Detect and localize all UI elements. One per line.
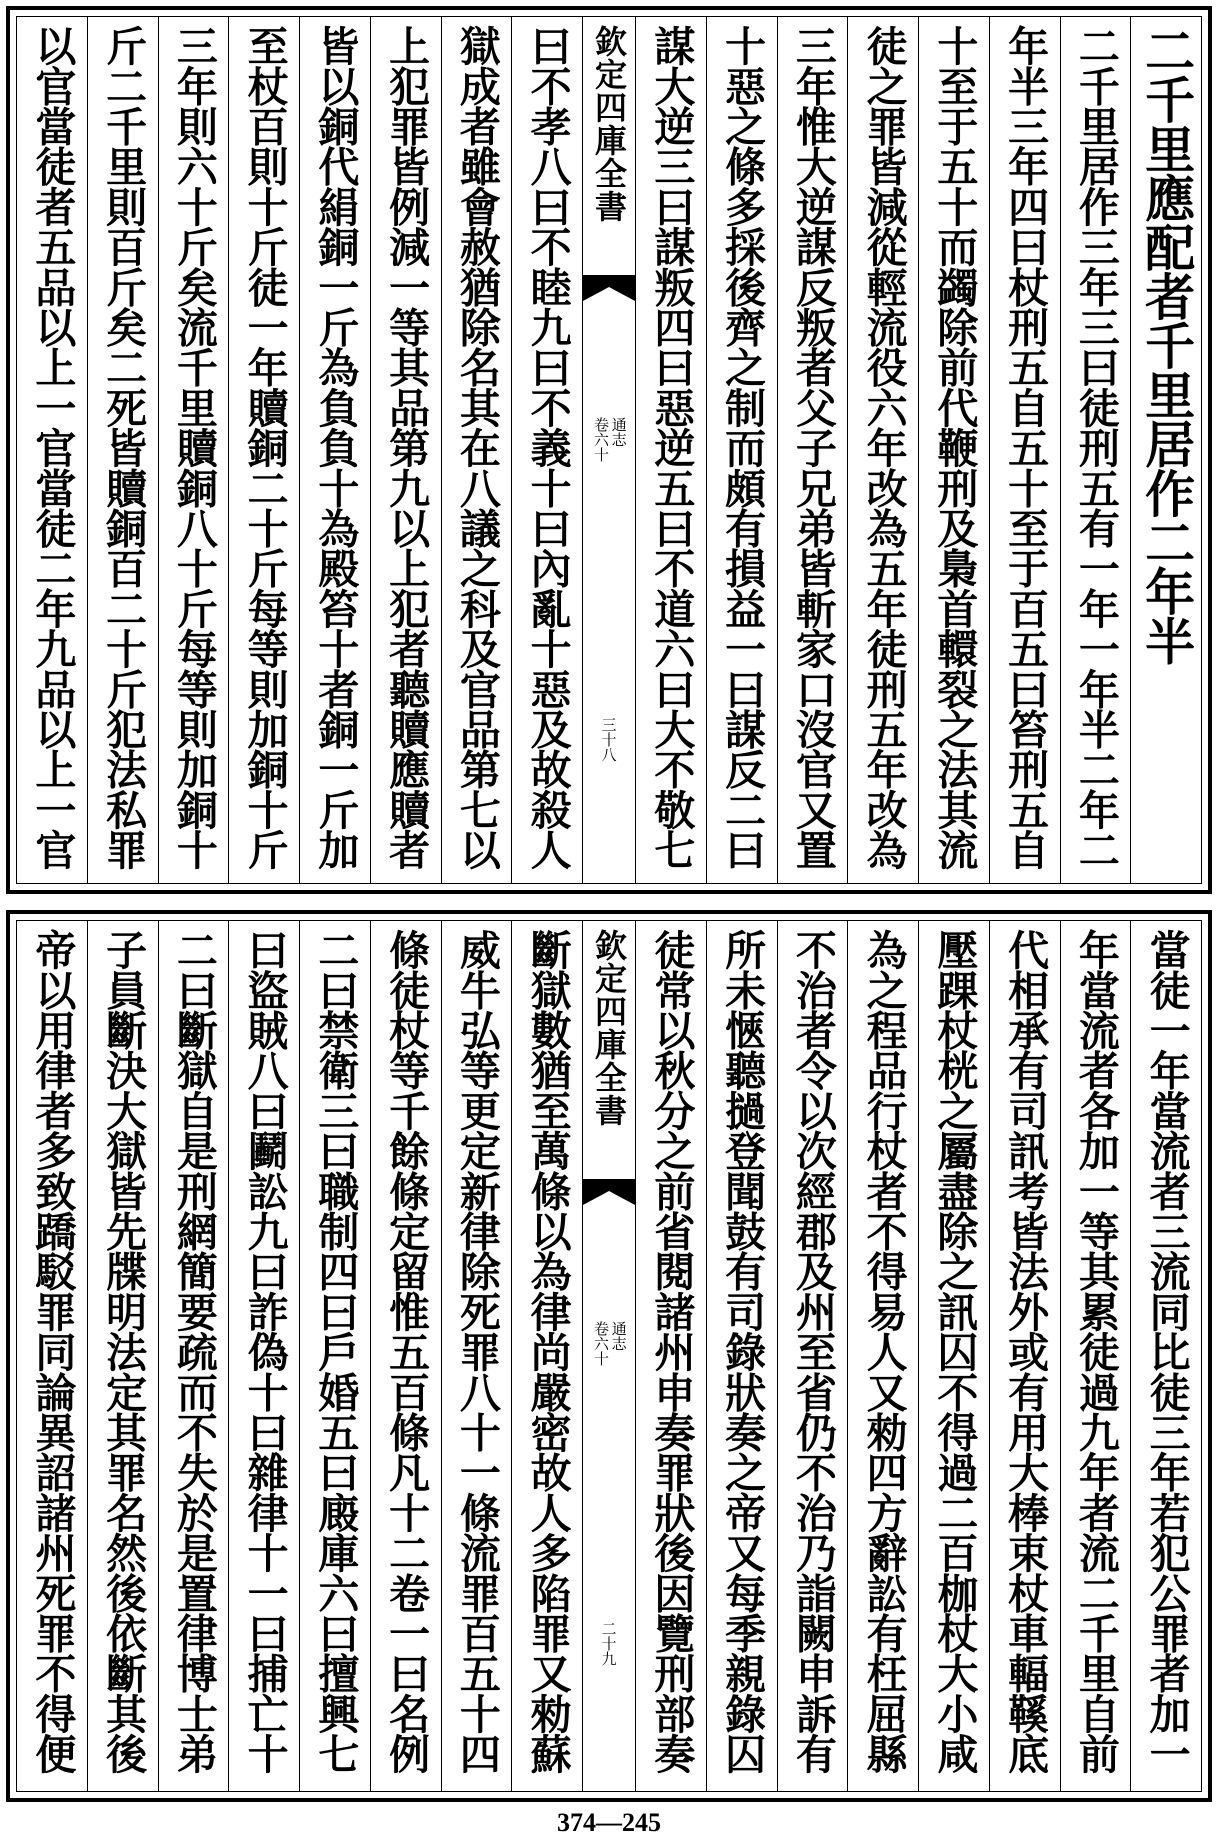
- folio-number: 三十八: [599, 717, 618, 762]
- column-text: 二千里居作三年三曰徒刑五有一年一年半二年二: [1071, 25, 1120, 870]
- column-text: 條徒杖等千餘條定留惟五百條凡十二卷一曰名例: [382, 929, 431, 1774]
- column-text: 壓踝杖桄之屬盡除之訊囚不得過二百枷杖大小咸: [930, 929, 979, 1774]
- column-text: 為之程品行杖者不得易人又勑四方辭訟有枉屈縣: [859, 929, 908, 1774]
- text-column: [635, 921, 706, 1791]
- book-title: 欽定四庫全書: [590, 25, 628, 223]
- text-column: [1130, 921, 1201, 1791]
- text-column: [847, 17, 918, 883]
- text-column: [228, 17, 299, 883]
- text-column: [1060, 17, 1131, 883]
- column-text: 斤二千里則百斤矣二死皆贖銅百二十斤犯法私罪: [99, 25, 148, 870]
- column-text: 曰盜賊八曰鬬訟九曰詐偽十曰雜律十一曰捕亡十: [240, 929, 289, 1774]
- column-text: 帝以用律者多致蹻駁罪同論異詔諸州死罪不得便: [28, 929, 77, 1774]
- column-text: 至杖百則十斤徒一年贖銅二十斤每等則加銅十斤: [240, 25, 289, 870]
- column-text: 三年惟大逆謀反叛者父子兄弟皆斬家口沒官又置: [788, 25, 837, 870]
- volume-name: 通志: [609, 417, 628, 447]
- column-text: 代相承有司訊考皆法外或有用大棒束杖車輻鞵底: [1001, 929, 1050, 1774]
- column-text: 年當流者各加一等其累徒過九年者流二千里自前: [1071, 929, 1120, 1774]
- column-text: 二曰斷獄自是刑網簡要疏而不失於是置律博士弟: [169, 929, 218, 1774]
- bottom-page: [6, 910, 1212, 1802]
- column-text: 十至于五十而蠲除前代鞭刑及梟首轘裂之法其流: [930, 25, 979, 870]
- column-text: 以官當徒者五品以上一官當徒二年九品以上一官: [28, 25, 77, 870]
- center-fold: [582, 921, 635, 1791]
- column-text: 威牛弘等更定新律除死罪八十一條流罪百五十四: [452, 929, 501, 1774]
- text-column: [299, 17, 370, 883]
- text-column: [17, 921, 87, 1791]
- text-column: [87, 921, 158, 1791]
- column-text: 皆以銅代絹銅一斤為負負十為殿笞十者銅一斤加: [311, 25, 360, 870]
- column-text: 當徒一年當流者三流同比徒三年若犯公罪者加一: [1142, 929, 1191, 1774]
- folio-number: 二十九: [599, 1621, 618, 1666]
- column-text: 獄成者雖會赦猶除名其在八議之科及官品第七以: [452, 25, 501, 870]
- column-text: 上犯罪皆例減一等其品第九以上犯者聽贖應贖者: [382, 25, 431, 870]
- column-text: 二千里應配者千里居作二年半: [1137, 25, 1197, 665]
- text-column: [87, 17, 158, 883]
- text-column: [989, 17, 1060, 883]
- text-column: [370, 17, 441, 883]
- column-text: 年半三年四曰杖刑五自五十至于百五曰笞刑五自: [1001, 25, 1050, 870]
- text-column: [511, 17, 582, 883]
- book-title: 欽定四庫全書: [590, 929, 628, 1127]
- text-column: [989, 921, 1060, 1791]
- text-column: [1060, 921, 1131, 1791]
- top-page: [6, 6, 1212, 894]
- fishtail-icon: [583, 1179, 635, 1205]
- column-text: 所未愜聽撾登聞鼓有司錄狀奏之帝又每季親錄囚: [718, 929, 767, 1774]
- text-column: [777, 17, 848, 883]
- text-column: [706, 921, 777, 1791]
- bottom-text-columns: [17, 921, 1201, 1791]
- text-column: [777, 921, 848, 1791]
- column-text: 不治者令以次經郡及州至省仍不治乃詣闕申訴有: [788, 929, 837, 1774]
- column-text: 謀大逆三曰謀叛四曰惡逆五曰不道六曰大不敬七: [647, 25, 696, 870]
- text-column: [847, 921, 918, 1791]
- column-text: 徒之罪皆減從輕流役六年改為五年徒刑五年改為: [859, 25, 908, 870]
- text-column: [918, 921, 989, 1791]
- column-text: 徒常以秋分之前省閱諸州申奏罪狀後因覽刑部奏: [647, 929, 696, 1774]
- center-fold: [582, 17, 635, 883]
- text-column: [918, 17, 989, 883]
- text-column: [441, 17, 512, 883]
- column-text: 子員斷決大獄皆先牒明法定其罪名然後依斷其後: [99, 929, 148, 1774]
- text-column: [228, 921, 299, 1791]
- column-text: 二曰禁衛三曰職制四曰戶婚五曰廄庫六曰擅興七: [311, 929, 360, 1774]
- top-text-columns: [17, 17, 1201, 883]
- volume-juan: 卷六十: [592, 417, 610, 462]
- text-column: [299, 921, 370, 1791]
- column-text: 三年則六十斤矣流千里贖銅八十斤每等則加銅十: [169, 25, 218, 870]
- volume-name: 通志: [609, 1321, 628, 1351]
- column-text: 斷獄數猶至萬條以為律尚嚴密故人多陷罪又勑蘇: [523, 929, 572, 1774]
- column-text: 曰不孝八曰不睦九曰不義十曰內亂十惡及故殺人: [523, 25, 572, 870]
- volume-label: [592, 1321, 626, 1366]
- text-column: [441, 921, 512, 1791]
- volume-juan: 卷六十: [592, 1321, 610, 1366]
- volume-label: [592, 417, 626, 462]
- text-column: [370, 921, 441, 1791]
- text-column: [158, 921, 229, 1791]
- text-column: [158, 17, 229, 883]
- page-number: 374—245: [557, 1808, 661, 1837]
- text-column: [511, 921, 582, 1791]
- text-column: [1130, 17, 1201, 883]
- column-text: 十惡之條多採後齊之制而頗有損益一曰謀反二曰: [718, 25, 767, 870]
- fishtail-icon: [583, 275, 635, 301]
- text-column: [17, 17, 87, 883]
- text-column: [635, 17, 706, 883]
- text-column: [706, 17, 777, 883]
